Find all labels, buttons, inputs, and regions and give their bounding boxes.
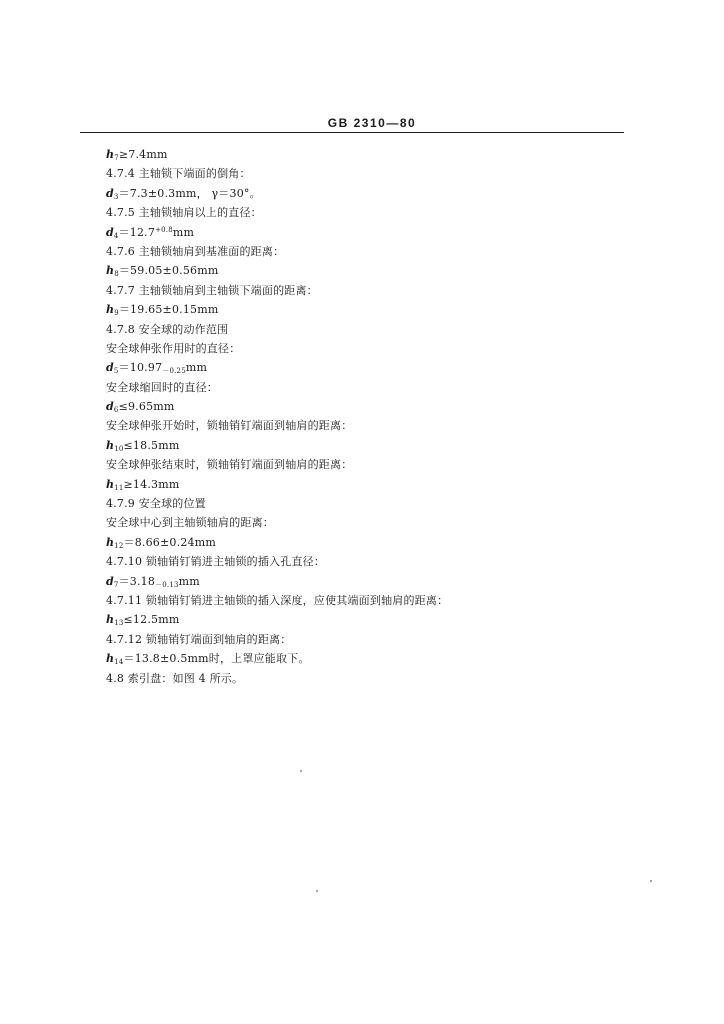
text-line [106, 552, 616, 571]
scan-speck [300, 770, 302, 772]
formula-line [106, 572, 616, 591]
formula-line [106, 223, 616, 242]
text-line [106, 339, 616, 358]
scan-speck [650, 880, 652, 882]
line-text: 4.7.8 安全球的动作范围 [106, 322, 229, 336]
variable-symbol: d [106, 225, 114, 239]
variable-symbol: h [106, 613, 115, 627]
variable-symbol: d [106, 574, 114, 588]
formula-line [106, 436, 616, 455]
line-text: 4.7.10 锁轴销钉销进主轴锁的插入孔直径： [106, 555, 326, 569]
line-text: 4.7.9 安全球的位置 [106, 497, 206, 511]
header-rule [80, 132, 624, 133]
variable-subscript: 5 [113, 367, 119, 376]
formula-value: ＝8.66±0.24mm [123, 535, 216, 549]
text-line [106, 513, 616, 532]
unit-text: mm [172, 225, 195, 239]
formula-line [106, 300, 616, 319]
line-text: 安全球中心到主轴锁轴肩的距离： [106, 516, 274, 530]
text-line [106, 320, 616, 339]
variable-symbol: d [106, 400, 114, 414]
text-line [106, 630, 616, 649]
formula-value: ＝19.65±0.15mm [118, 303, 219, 317]
line-text: 4.7.11 锁轴销钉销进主轴锁的插入深度，应使其端面到轴肩的距离： [106, 593, 449, 607]
formula-line [106, 184, 616, 203]
text-line [106, 455, 616, 474]
line-text: 安全球缩回时的直径： [106, 380, 218, 394]
variable-symbol: h [106, 652, 115, 666]
line-text: 4.7.12 锁轴销钉端面到轴肩的距离： [106, 632, 292, 646]
text-line [106, 669, 616, 688]
variable-symbol: d [106, 186, 114, 200]
variable-subscript: 3 [113, 192, 119, 201]
variable-subscript: 7 [113, 580, 119, 589]
formula-value: ≥7.4mm [118, 148, 168, 161]
line-text: 4.7.6 主轴锁轴肩到基准面的距离： [106, 244, 285, 258]
variable-subscript: 13 [114, 619, 124, 628]
text-line [106, 242, 616, 261]
formula-value: ≤12.5mm [123, 613, 180, 627]
text-line [106, 378, 616, 397]
document-body [106, 145, 616, 688]
formula-value: ＝59.05±0.56mm [118, 264, 219, 278]
line-text: 4.7.4 主轴锁下端面的倒角： [106, 167, 251, 181]
unit-text: mm [185, 361, 208, 375]
tolerance-subscript: －0.25 [162, 367, 186, 376]
line-text: 4.7.7 主轴锁轴肩到主轴锁下端面的距离： [106, 283, 318, 297]
variable-subscript: 9 [114, 309, 119, 318]
formula-value: ＝10.97 [118, 361, 163, 375]
formula-value: ＝12.7 [118, 225, 156, 239]
standard-code: GB 2310—80 [327, 116, 417, 130]
variable-subscript: 11 [114, 483, 124, 492]
line-text: 4.7.5 主轴锁轴肩以上的直径： [106, 206, 262, 220]
formula-line [106, 610, 616, 629]
variable-symbol: h [106, 303, 115, 317]
variable-symbol: h [106, 477, 115, 491]
text-line [106, 591, 616, 610]
formula-value: ≤18.5mm [123, 438, 180, 452]
formula-line [106, 475, 616, 494]
variable-subscript: 10 [114, 444, 124, 453]
formula-value: ＝7.3±0.3mm， γ＝30°。 [118, 186, 261, 200]
variable-subscript: 12 [114, 541, 124, 550]
variable-symbol: h [106, 438, 115, 452]
line-text: 安全球伸张作用时的直径： [106, 341, 241, 355]
page-header [0, 112, 724, 131]
line-text: 安全球伸张结束时，锁轴销钉端面到轴肩的距离： [106, 458, 353, 472]
variable-subscript: 14 [114, 658, 124, 667]
formula-value: ≤9.65mm [118, 400, 175, 414]
formula-value: ＝3.18 [118, 574, 156, 588]
formula-value: ＝13.8±0.5mm时，上罩应能取下。 [123, 652, 310, 666]
text-line [106, 416, 616, 435]
text-line [106, 281, 616, 300]
formula-line [106, 649, 616, 668]
tolerance-subscript: －0.13 [155, 580, 179, 589]
formula-line [106, 358, 616, 377]
variable-subscript: 4 [113, 231, 119, 240]
variable-subscript: 8 [114, 270, 119, 279]
variable-symbol: h [106, 535, 115, 549]
text-line [106, 203, 616, 222]
variable-symbol: h [106, 148, 115, 161]
line-text: 安全球伸张开始时，锁轴销钉端面到轴肩的距离： [106, 419, 353, 433]
line-text: 4.8 索引盘：如图 4 所示。 [106, 671, 244, 685]
unit-text: mm [178, 574, 200, 588]
formula-line [106, 397, 616, 416]
variable-subscript: 6 [113, 406, 119, 415]
tolerance-superscript: +0.8 [155, 225, 173, 234]
scan-speck [316, 890, 318, 892]
formula-value: ≥14.3mm [123, 477, 180, 491]
formula-line [106, 145, 616, 164]
formula-line [106, 261, 616, 280]
variable-symbol: d [106, 361, 114, 375]
variable-subscript: 7 [114, 154, 119, 162]
formula-line [106, 533, 616, 552]
variable-symbol: h [106, 264, 115, 278]
text-line [106, 164, 616, 183]
text-line [106, 494, 616, 513]
